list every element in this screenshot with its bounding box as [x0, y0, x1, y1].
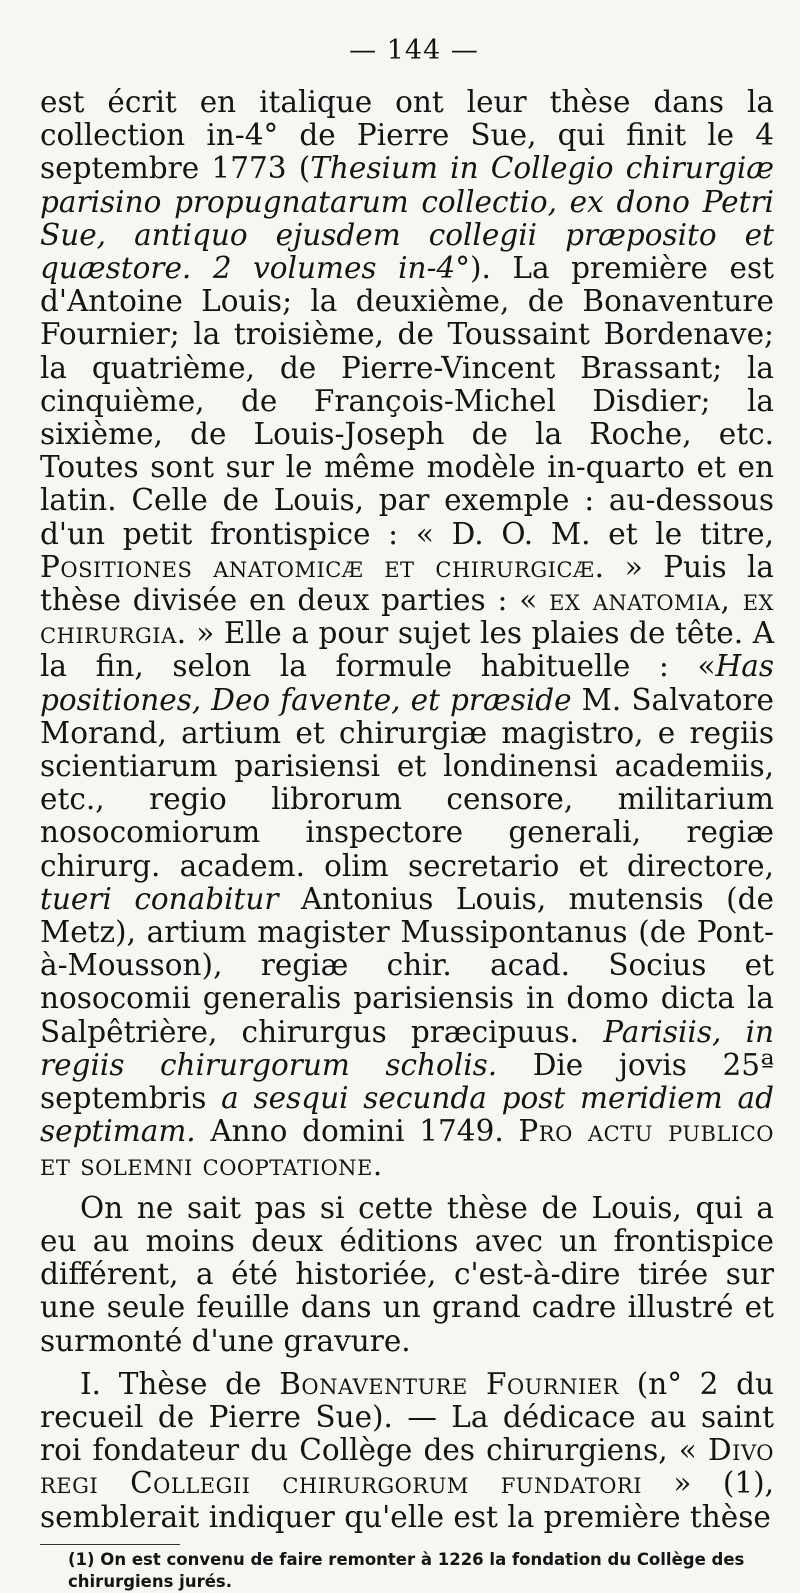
- text-run: » (1), semblerait indiquer qu'elle est la première thèse: [40, 1466, 774, 1534]
- paragraph-3: [40, 1368, 774, 1534]
- text-run: Has positiones, Deo favente, et præside: [40, 649, 774, 717]
- text-run: Bonaventure Fournier: [279, 1366, 619, 1401]
- text-run: Parisiis, in regiis chirurgorum scholis.: [40, 1014, 775, 1082]
- paragraph-1: [40, 86, 774, 1182]
- text-run: Pro actu publico et solemni cooptatione.: [40, 1114, 774, 1182]
- text-run: Anno domini 1749.: [195, 1114, 519, 1149]
- text-run: (n° 2 du recueil de Pierre Sue). — La dédicace au saint roi fondateur du Collège des chirurgiens, «: [40, 1366, 774, 1468]
- text-run: ex anatomia, ex chirurgia.: [40, 583, 774, 651]
- footnote: (1) On est convenu de faire remonter à 1226 la fondation du Collège des chirurgiens jurés.: [68, 1549, 745, 1591]
- text-run: » Puis la thèse divisée en deux parties : «: [40, 549, 774, 618]
- text-run: » Elle a pour sujet les plaies de tête. A la fin, selon la formule habituelle : «: [40, 616, 774, 684]
- text-run: M. Salvatore Morand, artium et chirurgiæ magistro, e regiis scientiarum parisiensi et londinensi academiis, etc., regio librorum censore, militarium nosocomiorum inspectore generali, regiæ chirurg. academ. olim secretario et directore,: [40, 682, 774, 883]
- text-run: Antonius Louis, mutensis (de Metz), artium magister Mussipontanus (de Pont-à-Mousson), regiæ chir. acad. Socius et nosocomii generalis parisiensis in domo dicta la Salpêtrière, chirurgus præcipuus.: [40, 881, 774, 1049]
- text-run: Die jovis 25ª septembris: [40, 1047, 774, 1116]
- paragraph-2: [40, 1192, 774, 1358]
- text-run: I. Thèse de: [80, 1366, 280, 1401]
- text-run: ). La première est d'Antoine Louis; la deuxième, de Bonaventure Fournier; la troisième, de Toussaint Bordenave; la quatrième, de Pierre-Vincent Brassant; la cinquième, de François-Michel Disdier; la sixième, de Louis-Joseph de la Roche, etc. Toutes sont sur le même modèle in-quarto et en latin. Celle de Louis, par exemple : au-dessous d'un petit frontispice : « D. O. M. et le titre,: [40, 251, 774, 551]
- text-run: On ne sait pas si cette thèse de Louis, qui a eu au moins deux éditions avec un frontispice différent, a été historiée, c'est-à-dire tirée sur une seule feuille dans un grand cadre illustré et surmonté d'une gravure.: [40, 1190, 774, 1358]
- text-run: Positiones anatomicæ et chirurgicæ.: [40, 549, 605, 584]
- body-text: [40, 86, 774, 1534]
- text-run: tueri conabitur: [40, 881, 279, 916]
- page-number: — 144 —: [349, 35, 479, 66]
- footnote-divider: [40, 1544, 180, 1545]
- text-run: Divo regi Collegii chirurgorum fundatori: [40, 1433, 774, 1501]
- text-run: Thesium in Collegio chirurgiæ parisino propugnatarum collectio, ex dono Petri Sue, antiquo ejusdem collegii præposito et quæstore. 2 volumes in-4°: [40, 151, 774, 286]
- text-run: est écrit en italique ont leur thèse dans la collection in-4° de Pierre Sue, qui finit le 4 septembre 1773 (: [40, 85, 774, 186]
- text-run: a sesqui secunda post meridiem ad septimam.: [40, 1081, 774, 1149]
